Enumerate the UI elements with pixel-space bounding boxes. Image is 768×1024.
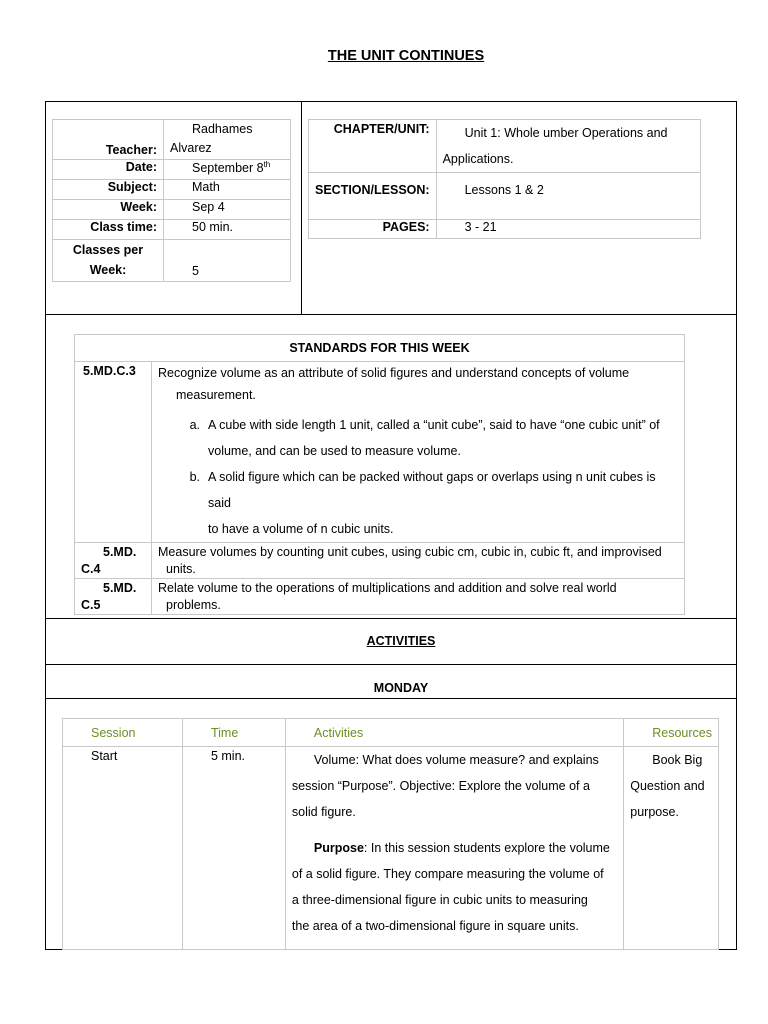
monday-heading: MONDAY bbox=[373, 681, 429, 695]
standard-text-c5: Relate volume to the operations of multiplications and addition and solve real world problems. bbox=[152, 579, 685, 615]
header-divider bbox=[301, 101, 302, 314]
standards-table bbox=[74, 334, 685, 615]
chapter-info-table bbox=[308, 119, 701, 239]
activity-cell: Volume: What does volume measure? and explains session “Purpose”. Objective: Explore the volume of a solid figure. Purpose: In this session students explore the volume of a solid figure. They compare measuring the volume of a three-dimensional figure in cubic units to measuring the area of a two-dimensional figure in square units. bbox=[285, 747, 623, 950]
classes-per-week-label: Classes per Week: bbox=[53, 240, 164, 282]
time-cell: 5 min. bbox=[182, 747, 285, 950]
chapter-value: Unit 1: Whole umber Operations and Applications. bbox=[436, 120, 700, 173]
standard-code-c5: 5.MD. C.5 bbox=[75, 579, 152, 615]
subject-label: Subject: bbox=[53, 180, 164, 200]
standard-code-c3: 5.MD.C.3 bbox=[75, 362, 152, 543]
monday-schedule-table bbox=[62, 718, 719, 950]
section-value: Lessons 1 & 2 bbox=[436, 173, 700, 220]
class-time-value: 50 min. bbox=[164, 220, 291, 240]
standard-text-c3: Recognize volume as an attribute of solid figures and understand concepts of volume measurement. a. A cube with side length 1 unit, called a “unit cube”, said to have “one cubic unit” of volume, and can be used to measure volume. b. A solid figure which can be packed without gaps or overlaps using n unit cubes is said to have a volume of n cubic units. bbox=[152, 362, 685, 543]
teacher-info-table bbox=[52, 119, 291, 282]
col-header-time: Time bbox=[182, 719, 285, 747]
pages-label: PAGES: bbox=[309, 220, 437, 239]
session-cell: Start bbox=[63, 747, 183, 950]
section-label: SECTION/LESSON: bbox=[309, 173, 437, 220]
standard-text-c4: Measure volumes by counting unit cubes, using cubic cm, cubic in, cubic ft, and improvised units. bbox=[152, 543, 685, 579]
activities-heading: ACTIVITIES bbox=[366, 634, 436, 648]
date-label: Date: bbox=[53, 160, 164, 180]
col-header-resources: Resources bbox=[624, 719, 719, 747]
resources-cell: Book Big Question and purpose. bbox=[624, 747, 719, 950]
col-header-session: Session bbox=[63, 719, 183, 747]
week-value: Sep 4 bbox=[164, 200, 291, 220]
document-title: THE UNIT CONTINUES bbox=[327, 48, 485, 64]
standards-header: STANDARDS FOR THIS WEEK bbox=[75, 335, 685, 362]
standard-code-c4: 5.MD. C.4 bbox=[75, 543, 152, 579]
class-time-label: Class time: bbox=[53, 220, 164, 240]
week-label: Week: bbox=[53, 200, 164, 220]
col-header-activities: Activities bbox=[285, 719, 623, 747]
teacher-label: Teacher: bbox=[53, 120, 164, 160]
teacher-value: Radhames Alvarez bbox=[164, 120, 291, 160]
classes-per-week-value: 5 bbox=[164, 240, 291, 282]
pages-value: 3 - 21 bbox=[436, 220, 700, 239]
subject-value: Math bbox=[164, 180, 291, 200]
date-value: September 8th bbox=[164, 160, 291, 180]
chapter-label: CHAPTER/UNIT: bbox=[309, 120, 437, 173]
